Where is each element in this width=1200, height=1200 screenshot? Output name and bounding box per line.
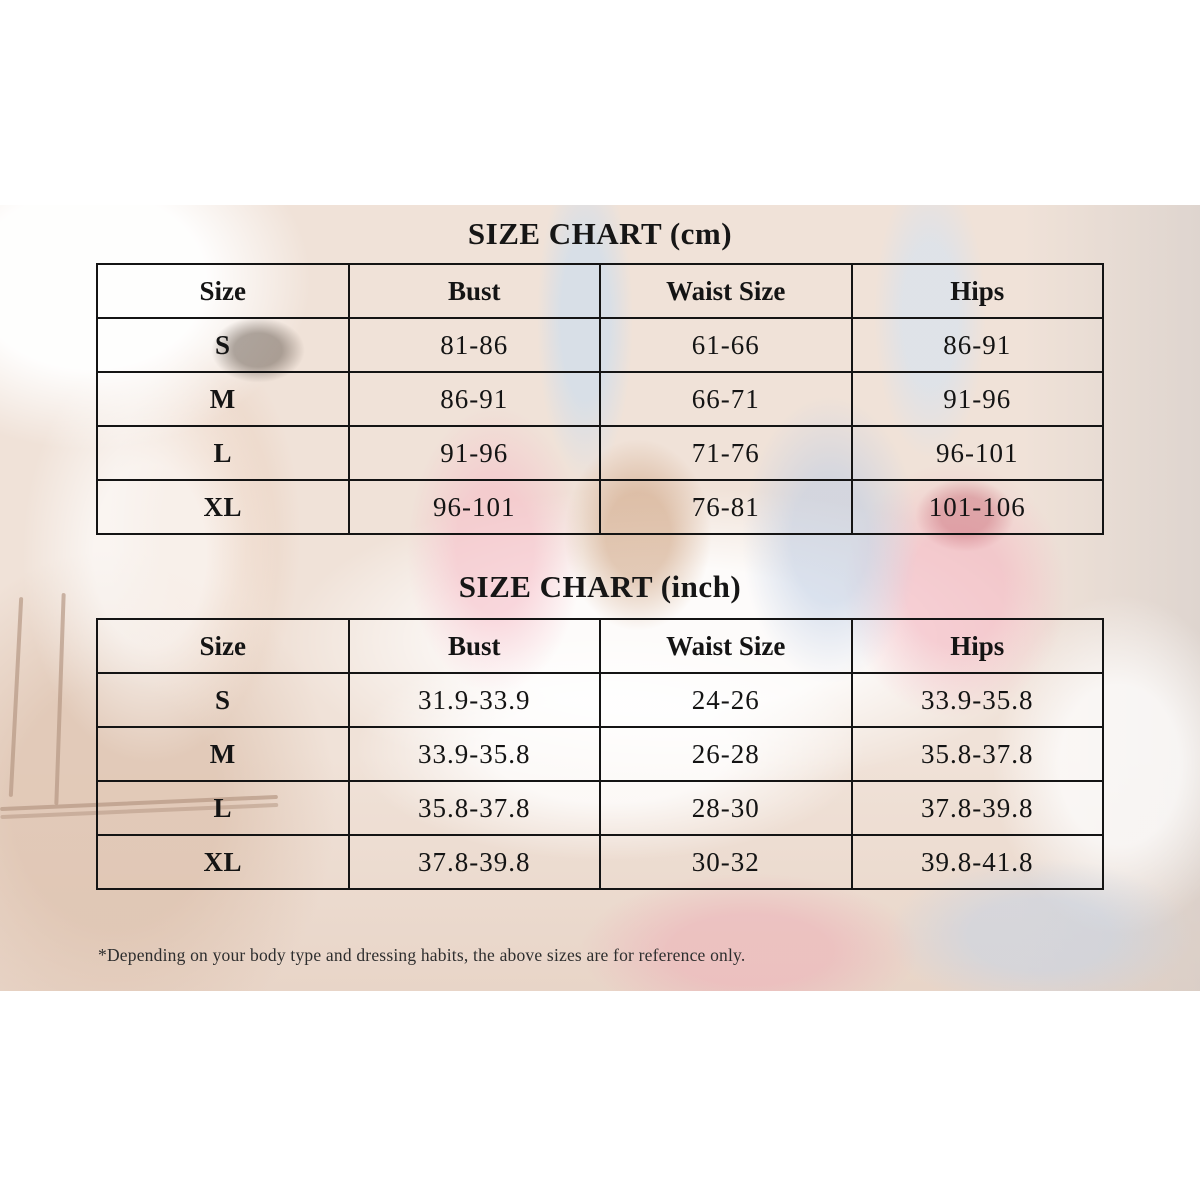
disclaimer-note: *Depending on your body type and dressing habits, the above sizes are for reference only. [98,945,746,965]
size-chart-inch-title: SIZE CHART (inch) [458,569,742,604]
table-row-m [97,727,1103,781]
table-row-xl [97,480,1103,534]
waist-cell: 26-28 [600,727,852,781]
column-header-size: Size [97,264,349,318]
waist-cell: 28-30 [600,781,852,835]
column-header-hips: Hips [852,619,1104,673]
header-row [97,264,1103,318]
table-row-l [97,781,1103,835]
waist-cell: 71-76 [600,426,852,480]
size-chart-inch-table [96,618,1104,890]
size-cell: S [97,318,349,372]
hips-cell: 33.9-35.8 [852,673,1104,727]
size-chart-cm-title: SIZE CHART (cm) [467,216,733,251]
waist-cell: 24-26 [600,673,852,727]
hips-cell: 37.8-39.8 [852,781,1104,835]
bust-cell: 91-96 [349,426,601,480]
header-row [97,619,1103,673]
bust-cell: 86-91 [349,372,601,426]
hips-cell: 91-96 [852,372,1104,426]
bust-cell: 81-86 [349,318,601,372]
table-row-m [97,372,1103,426]
table-row-s [97,318,1103,372]
table-row-xl [97,835,1103,889]
size-cell: S [97,673,349,727]
bust-cell: 96-101 [349,480,601,534]
size-cell: L [97,426,349,480]
size-cell: M [97,372,349,426]
column-header-waist: Waist Size [600,264,852,318]
column-header-size: Size [97,619,349,673]
bust-cell: 33.9-35.8 [349,727,601,781]
column-header-waist: Waist Size [600,619,852,673]
table-row-l [97,426,1103,480]
bust-cell: 31.9-33.9 [349,673,601,727]
size-cell: L [97,781,349,835]
hips-cell: 35.8-37.8 [852,727,1104,781]
size-cell: XL [97,835,349,889]
hips-cell: 86-91 [852,318,1104,372]
size-cell: M [97,727,349,781]
column-header-bust: Bust [349,264,601,318]
hips-cell: 39.8-41.8 [852,835,1104,889]
waist-cell: 66-71 [600,372,852,426]
column-header-bust: Bust [349,619,601,673]
couch-seam-line [54,593,65,805]
bust-cell: 37.8-39.8 [349,835,601,889]
waist-cell: 30-32 [600,835,852,889]
hips-cell: 96-101 [852,426,1104,480]
size-cell: XL [97,480,349,534]
hips-cell: 101-106 [852,480,1104,534]
size-chart-cm-table [96,263,1104,535]
column-header-hips: Hips [852,264,1104,318]
bust-cell: 35.8-37.8 [349,781,601,835]
waist-cell: 76-81 [600,480,852,534]
couch-seam-line [9,597,23,797]
table-row-s [97,673,1103,727]
waist-cell: 61-66 [600,318,852,372]
